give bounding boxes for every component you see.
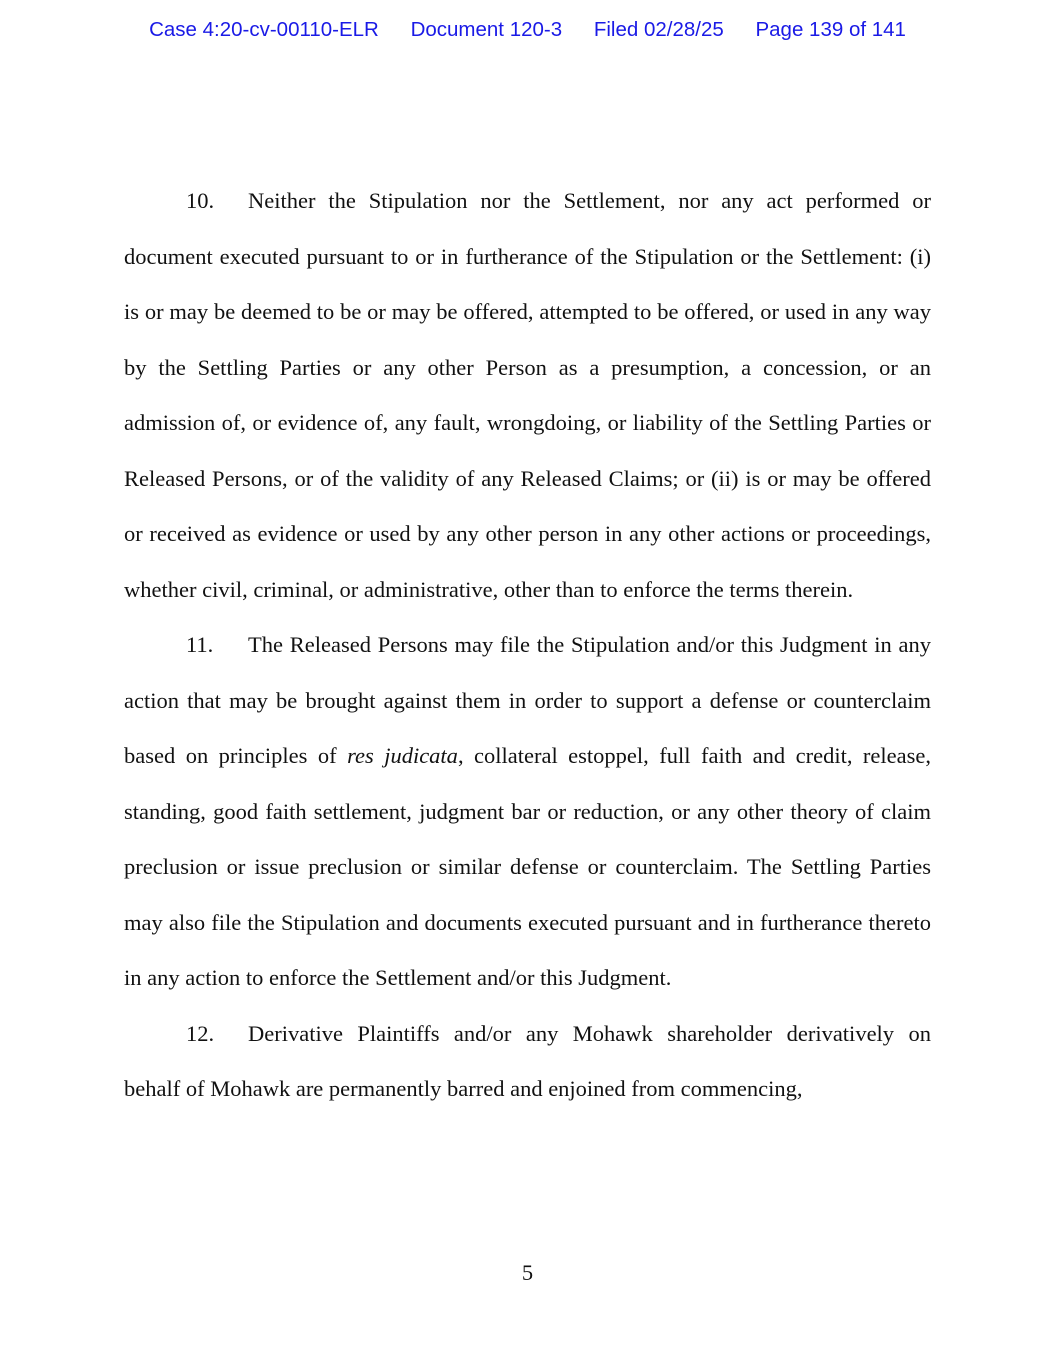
page-indicator: Page 139 of 141 bbox=[755, 18, 906, 41]
paragraph-text: , collateral estoppel, full faith and credit, release, standing, good faith settlement, judgment bar or reduction, or any other theory of claim preclusion or issue preclusion or similar defense or counterclaim. The Settling Parties may also file the Stipulation and documents executed pursuant and in furtherance thereto in any action to enforce the Settlement and/or this Judgment. bbox=[124, 743, 931, 990]
paragraph-text: Neither the Stipulation nor the Settlement, nor any act performed or document executed pursuant to or in furtherance of the Stipulation or the Settlement: (i) is or may be deemed to be or may be offered, attempted to be offered, or used in any way by the Settling Parties or any other Person as a presumption, a concession, or an admission of, or evidence of, any fault, wrongdoing, or liability of the Settling Parties or Released Persons, or of the validity of any Released Claims; or (ii) is or may be offered or received as evidence or used by any other person in any other actions or proceedings, whether civil, criminal, or administrative, other than to enforce the terms therein. bbox=[124, 188, 931, 602]
paragraph-text: The Released Persons may file the Stipulation and/or this Judgment in any action that may be brought against them in order to support a defense or counterclaim based on principles of bbox=[124, 632, 931, 768]
filed-date: Filed 02/28/25 bbox=[593, 18, 724, 41]
filing-header bbox=[0, 18, 1055, 42]
paragraph-11 bbox=[124, 617, 931, 1006]
paragraph-number: 10. bbox=[186, 188, 215, 213]
paragraph-text: Derivative Plaintiffs and/or any Mohawk shareholder derivatively on behalf of Mohawk are permanently barred and enjoined from commencing, bbox=[124, 1020, 931, 1101]
paragraph-12 bbox=[124, 1006, 931, 1117]
page-number: 5 bbox=[521, 1260, 534, 1285]
italic-term: res judicata bbox=[347, 743, 458, 768]
paragraph-10 bbox=[124, 173, 931, 617]
case-number: Case 4:20-cv-00110-ELR bbox=[149, 18, 379, 41]
document-body bbox=[124, 173, 931, 1117]
paragraph-number: 11. bbox=[186, 632, 214, 657]
paragraph-number: 12. bbox=[186, 1020, 215, 1046]
document-number: Document 120-3 bbox=[410, 18, 563, 41]
